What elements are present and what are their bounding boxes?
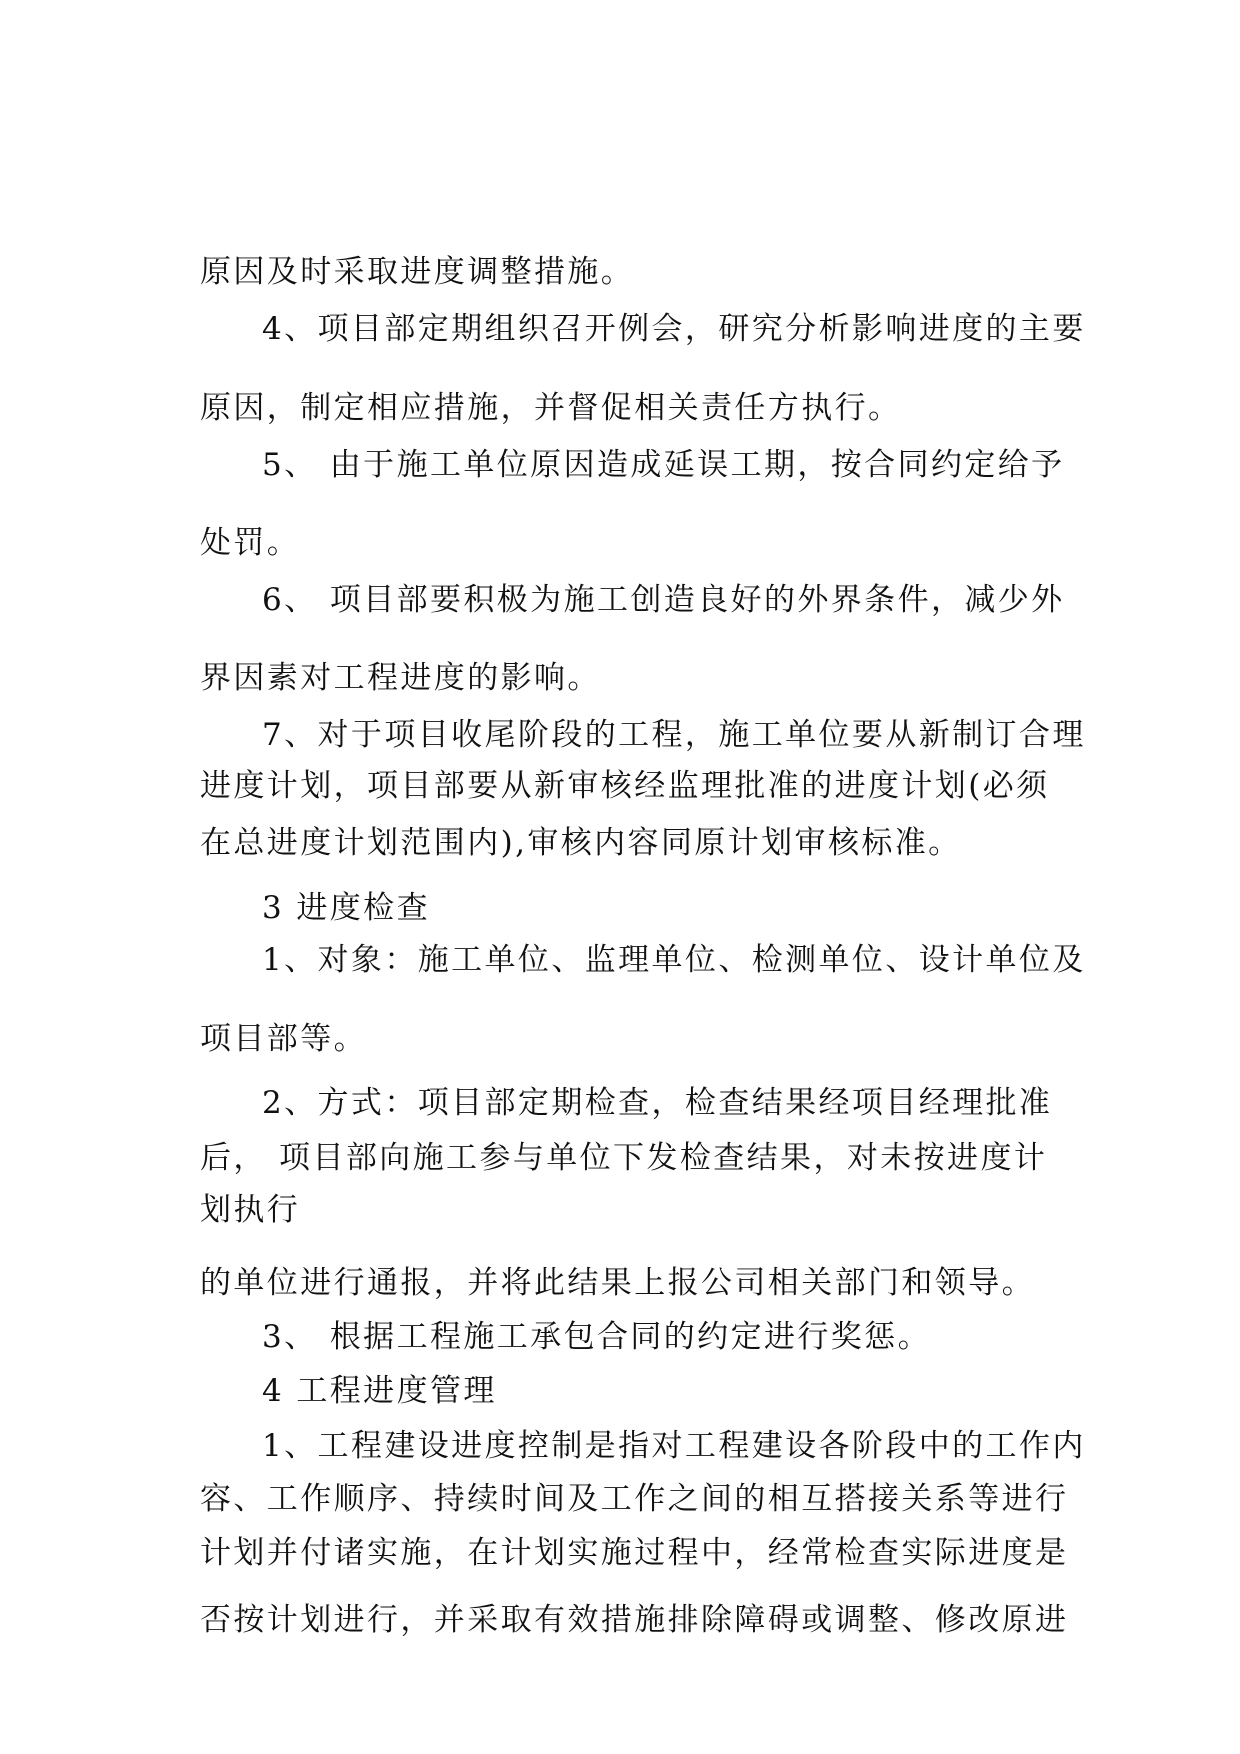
text-line: 3、 根据工程施工承包合同的约定进行奖惩。 [262, 1319, 931, 1355]
text-line: 容、工作顺序、持续时间及工作之间的相互搭接关系等进行 [200, 1481, 1069, 1517]
text-line: 界因素对工程进度的影响。 [200, 660, 601, 696]
section-heading: 3 进度检查 [262, 890, 430, 926]
text-line: 后， 项目部向施工参与单位下发检查结果，对未按进度计 [200, 1140, 1048, 1176]
text-line: 1、工程建设进度控制是指对工程建设各阶段中的工作内 [262, 1428, 1086, 1464]
text-line: 4、项目部定期组织召开例会，研究分析影响进度的主要 [262, 311, 1086, 347]
text-line: 5、 由于施工单位原因造成延误工期，按合同约定给予 [262, 447, 1065, 483]
text-line: 原因及时采取进度调整措施。 [200, 254, 635, 290]
text-line: 划执行 [200, 1192, 301, 1228]
text-line: 项目部等。 [200, 1021, 367, 1057]
text-line: 否按计划进行，并采取有效措施排除障碍或调整、修改原进 [200, 1602, 1069, 1638]
text-line: 原因，制定相应措施，并督促相关责任方执行。 [200, 390, 902, 426]
text-line: 2、方式：项目部定期检查，检查结果经项目经理批准 [262, 1085, 1053, 1121]
text-line: 处罚。 [200, 525, 301, 561]
text-line: 进度计划，项目部要从新审核经监理批准的进度计划(必须 [200, 768, 1050, 804]
text-line: 的单位进行通报，并将此结果上报公司相关部门和领导。 [200, 1265, 1035, 1301]
text-line: 7、对于项目收尾阶段的工程，施工单位要从新制订合理 [262, 717, 1086, 753]
text-line: 6、 项目部要积极为施工创造良好的外界条件，减少外 [262, 582, 1065, 618]
text-line: 在总进度计划范围内),审核内容同原计划审核标准。 [200, 825, 962, 861]
text-line: 1、对象：施工单位、监理单位、检测单位、设计单位及 [262, 942, 1086, 978]
section-heading: 4 工程进度管理 [262, 1373, 497, 1409]
text-line: 计划并付诸实施，在计划实施过程中，经常检查实际进度是 [200, 1535, 1069, 1571]
